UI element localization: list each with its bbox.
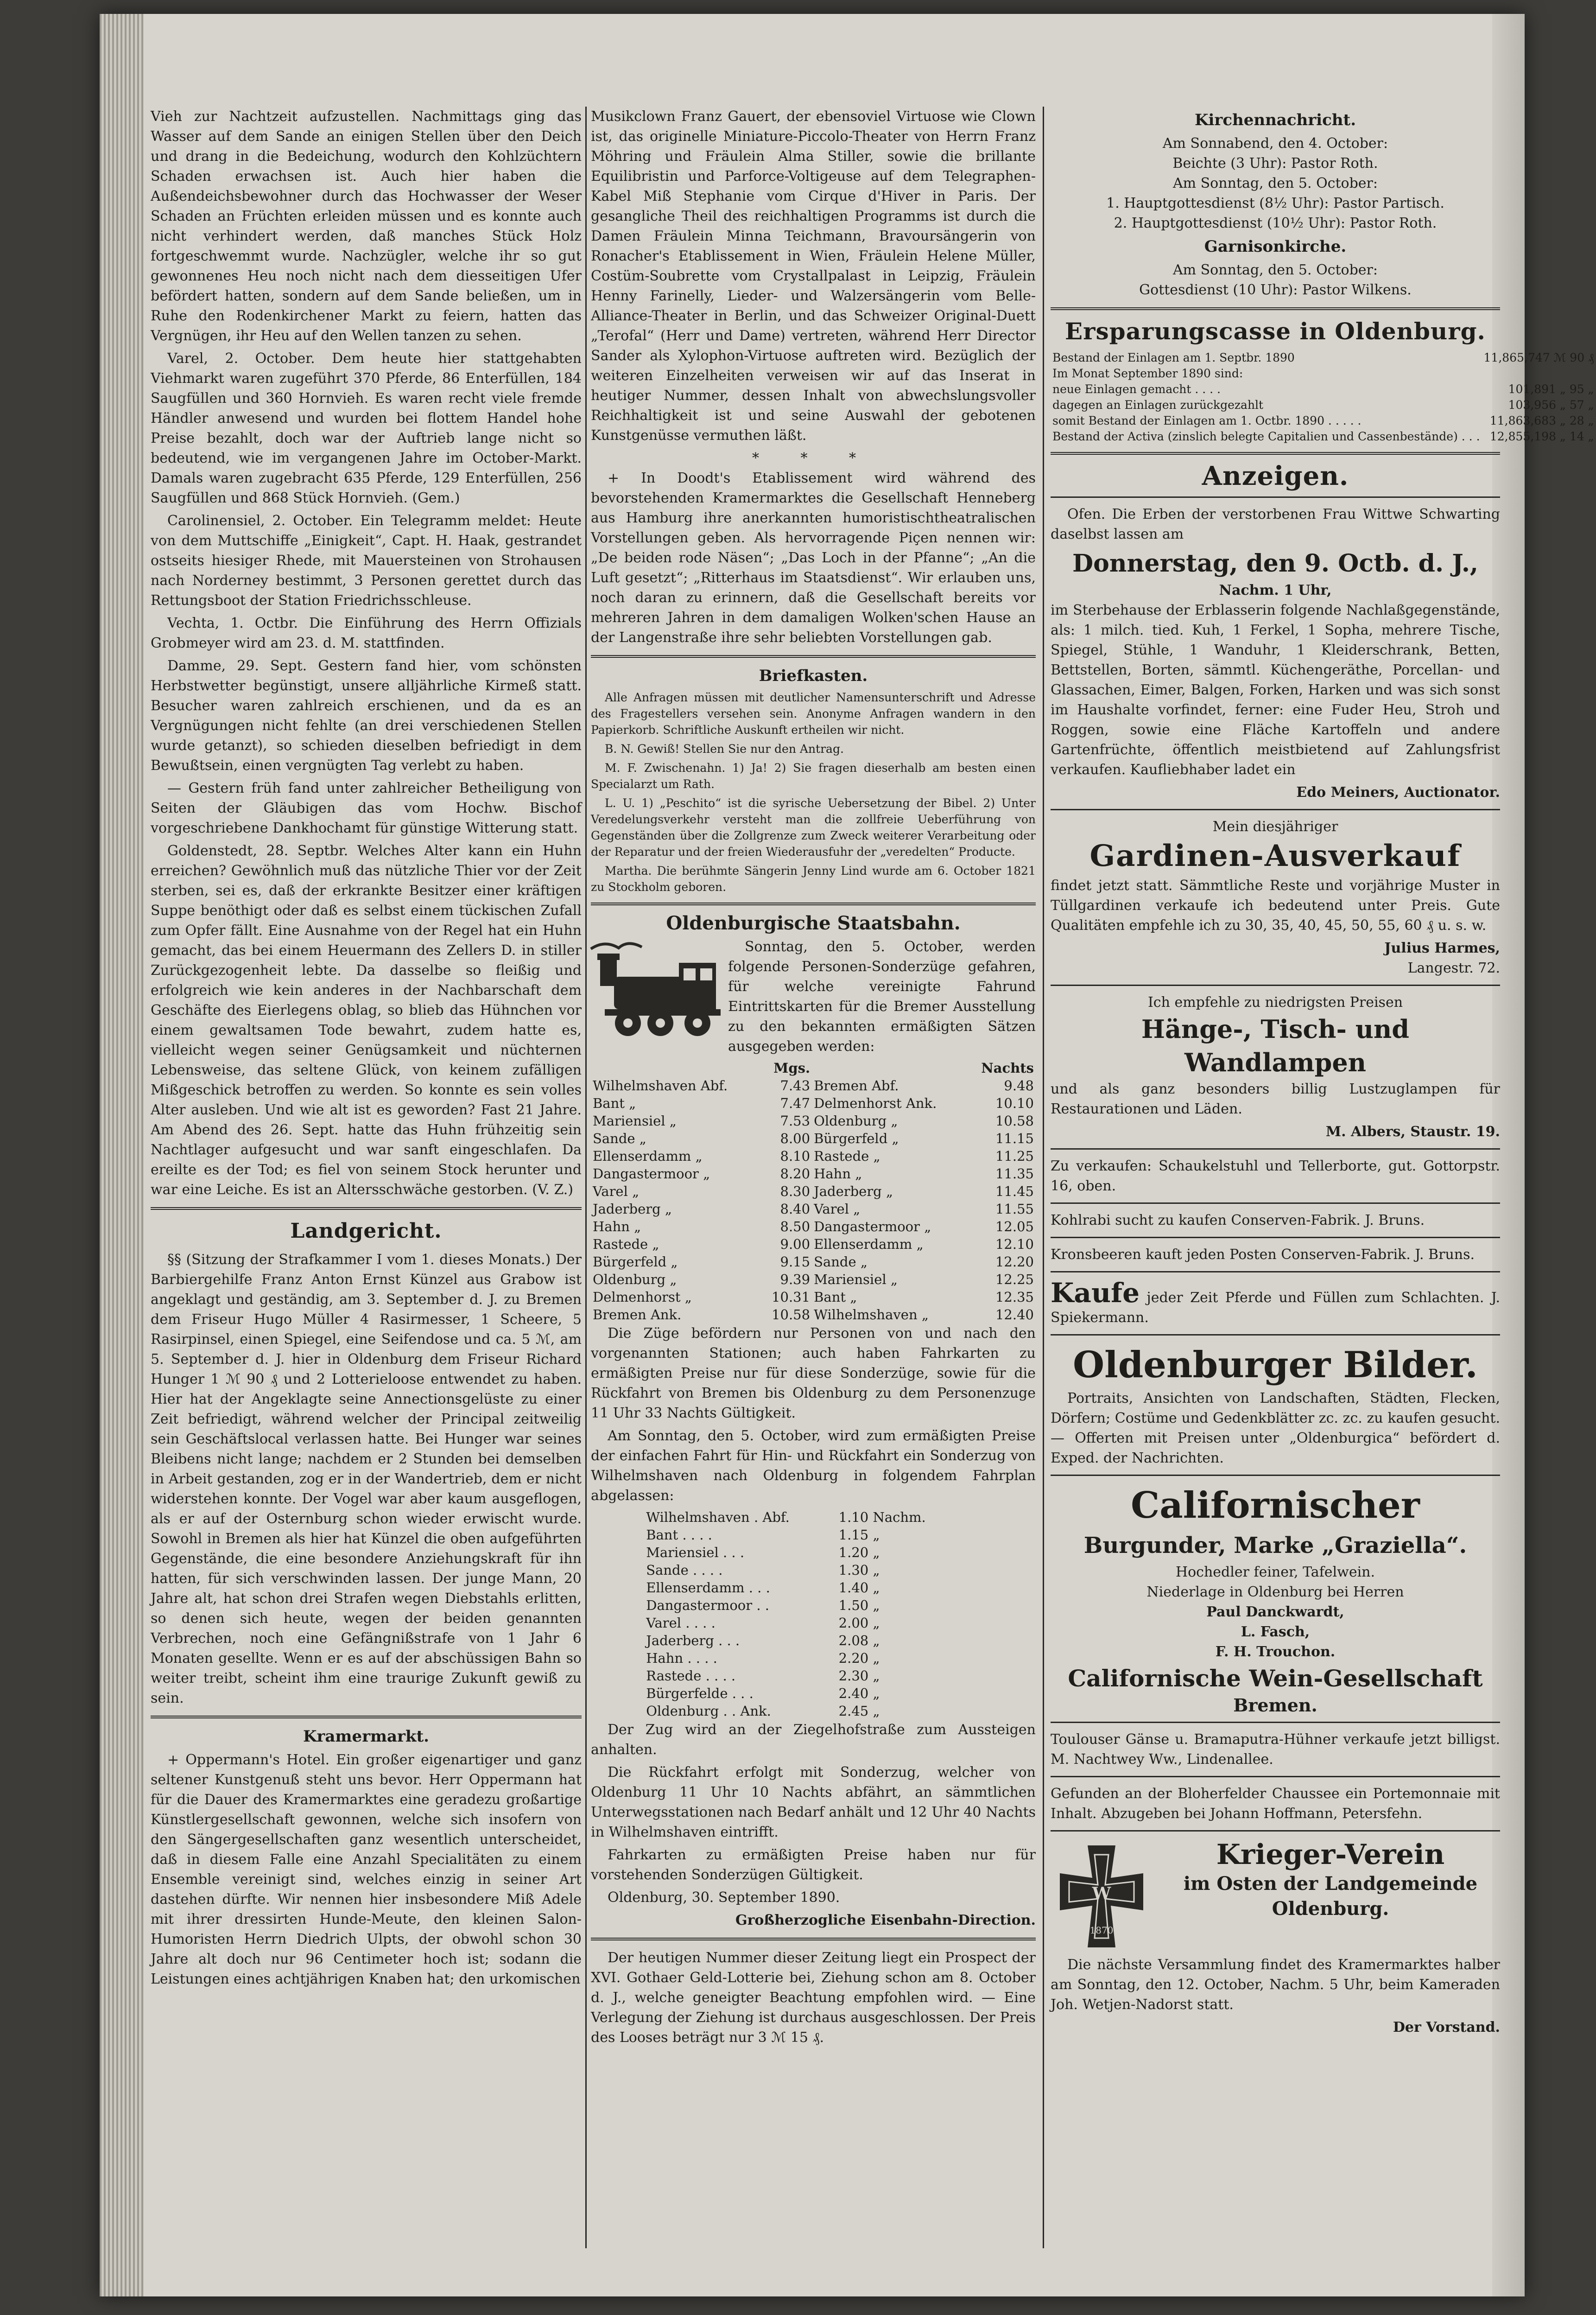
table-cell: 11.15 xyxy=(995,1131,1034,1146)
table-row xyxy=(644,1526,956,1544)
table-row xyxy=(1051,429,1596,445)
table-cell: Sande „ xyxy=(593,1131,646,1146)
column-3 xyxy=(1051,107,1594,2037)
section-divider xyxy=(1051,452,1500,455)
table-cell: 8.00 xyxy=(780,1131,811,1146)
table-cell: 8.50 xyxy=(780,1219,811,1234)
staatsbahn-sonderzug: Am Sonntag, den 5. October, wird zum ermäßigten Preise der einfachen Fahrt für Hin- und Rückfahrt ein Sonderzug von Wilhelmshaven nach Oldenburg in folgendem Fahrplan abgelassen: xyxy=(591,1428,1036,1504)
table-cell: 12,855,198 „ 14 „ xyxy=(1489,430,1594,443)
table-cell: Mariensiel „ xyxy=(593,1113,677,1129)
briefkasten-answer: L. U. 1) „Peschito“ ist die syrische Uebersetzung der Bibel. 2) Unter Veredelungsverkehr versteht man die zollfreie Ueberführung von Gegenständen über die Zollgrenze zum Zweck weiterer Verarbeitung oder der Reparatur und der freien Wiederausfuhr der „veredelten“ Producte. xyxy=(591,796,1036,859)
table-cell: Hahn „ xyxy=(814,1166,862,1182)
table-cell: 1.10 Nachm. xyxy=(838,1509,926,1525)
table-row xyxy=(1051,350,1596,366)
table-row xyxy=(1051,397,1596,413)
table-cell: 12.20 xyxy=(995,1254,1034,1270)
staatsbahn-return: Die Rückfahrt erfolgt mit Sonderzug, welcher von Oldenburg 11 Uhr 10 Nachts abfährt, an sämmtlichen Unterwegsstationen nach Bedarf anhält und 12 Uhr 40 Nachts in Wilhelmshaven eintrifft. xyxy=(591,1764,1036,1840)
heading-ersparungscasse: Ersparungscasse in Oldenburg. xyxy=(1065,318,1486,345)
table-cell: 7.43 xyxy=(780,1078,811,1094)
briefkasten-answer: B. N. Gewiß! Stellen Sie nur den Antrag. xyxy=(605,742,844,756)
ad-kohlrabi: Kohlrabi sucht zu kaufen Conserven-Fabrik. J. Bruns. xyxy=(1051,1212,1425,1228)
ad-auction-time: Nachm. 1 Uhr, xyxy=(1219,582,1332,598)
table-cell: Varel . . . . xyxy=(646,1615,716,1631)
table-cell: Wilhelmshaven Abf. xyxy=(593,1078,728,1094)
ad-divider xyxy=(1051,1334,1500,1336)
table-cell: 11.35 xyxy=(995,1166,1034,1182)
table-cell: Hahn „ xyxy=(593,1219,641,1234)
table-cell: 1.40 „ xyxy=(838,1580,880,1596)
section-divider xyxy=(1051,307,1500,310)
church-line: Am Sonnabend, den 4. October: xyxy=(1162,135,1388,152)
table-cell: 7.53 xyxy=(780,1113,811,1129)
article-carolinensiel: Carolinensiel, 2. October. Ein Telegramm meldet: Heute von dem Muttschiffe „Einigkeit“, Capt. H. Haak, gestrandet ostseits hiesiger Rhede, mit Mauersteinen von Strohausen nach Norderney bestimmt, 3 Personen gerettet durch das Rettungsboot der Station Friedrichsschleuse. xyxy=(151,513,582,609)
heading-briefkasten: Briefkasten. xyxy=(759,667,868,685)
article-kramermarkt-cont: Musikclown Franz Gauert, der ebensoviel Virtuose wie Clown ist, das originelle Miniature-Piccolo-Theater von Herrn Franz Möhring und Fräulein Alma Stiller, sowie die brillante Equilibristin und Parforce-Voltigeuse auf dem Telegraphen-Kabel Miß Stephanie vom Cirque d'Hiver in Paris. Der gesangliche Theil des reichhaltigen Programms ist durch die Damen Fräulein Minna Teichmann, Bravoursängerin von Ronacher's Etablissement in Wien, Fräulein Helene Müller, Costüm-Soubrette vom Crystallpalast in Leipzig, Fräulein Henny Farinelly, Lieder- und Walzersängerin vom Belle-Alliance-Theater in Berlin, und das Schweizer Original-Duett „Terofal“ (Herr und Dame) vertreten, während Herr Director Sander als Xylophon-Virtuose auftreten wird. Bezüglich der weiteren Einzelheiten verweisen wir auf das Inserat in heutiger Nummer, dessen Inhalt von abwechslungsvoller Reichhaltigkeit ist und seine Auswahl der gebotenen Kunstgenüsse vermuthen läßt. xyxy=(591,108,1036,444)
ad-wein-firm: Californische Wein-Gesellschaft xyxy=(1068,1665,1483,1692)
ad-auction-sign: Edo Meiners, Auctionator. xyxy=(1296,784,1500,801)
briefkasten-note: Alle Anfragen müssen mit deutlicher Namensunterschrift und Adresse des Fragestellers versehen sein. Anonyme Anfragen wandern in den Papierkorb. Schriftliche Auskunft ertheilen wir nicht. xyxy=(591,691,1036,737)
timetable-col-mgs: Mgs. xyxy=(773,1060,811,1076)
heading-kramermarkt: Kramermarkt. xyxy=(303,1727,430,1746)
table-cell: 2.45 „ xyxy=(838,1703,880,1719)
table-cell: Sande . . . . xyxy=(646,1562,723,1578)
ad-krieger-title: Krieger-Verein xyxy=(1216,1838,1445,1871)
table-cell: Rastede „ xyxy=(814,1148,880,1164)
ad-gaense: Toulouser Gänse u. Bramaputra-Hühner verkaufe jetzt billigst. M. Nachtwey Ww., Lindenallee. xyxy=(1051,1731,1500,1768)
table-cell: Bant . . . . xyxy=(646,1527,712,1543)
locomotive-icon xyxy=(591,940,721,1042)
column-rule xyxy=(1043,107,1044,2248)
staatsbahn-halt: Der Zug wird an der Ziegelhofstraße zum Aussteigen anhalten. xyxy=(591,1722,1036,1758)
table-cell: 10.31 xyxy=(772,1289,811,1305)
table-cell: Hahn . . . . xyxy=(646,1650,717,1666)
article-doodt: + In Doodt's Etablissement wird während des bevorstehenden Kramermarktes die Gesellschaft Henneberg aus Hamburg ihre anerkannten humoristischtheatralischen Vorstellungen geben. Als hervorragende Piçen nennen wir: „De beiden rode Näsen“; „Das Loch in der Pfanne“; „An die Luft gesetzt“; „Ritterhaus im Staatsdienst“. Wir erlauben uns, noch daran zu erinnern, daß die Gesellschaft bereits vor mehreren Jahren in dem damaligen Wolken'schen Hause an der Langenstraße ihre sehr beliebten Vorstellungen gab. xyxy=(591,470,1036,646)
cross-letter: W xyxy=(1092,1884,1111,1903)
table-cell: 1.30 „ xyxy=(838,1562,880,1578)
heading-anzeigen: Anzeigen. xyxy=(1202,461,1349,491)
ad-lampen-sign: M. Albers, Staustr. 19. xyxy=(1325,1124,1500,1140)
table-cell: 12.40 xyxy=(995,1307,1034,1323)
ad-wein-dealer: L. Fasch, xyxy=(1241,1624,1310,1640)
table-row xyxy=(591,1218,1036,1235)
section-divider xyxy=(591,1938,1036,1940)
ad-wein-dealer: Paul Danckwardt, xyxy=(1206,1604,1344,1620)
table-row xyxy=(591,1235,1036,1253)
section-divider xyxy=(591,655,1036,658)
church-line: Beichte (3 Uhr): Pastor Roth. xyxy=(1172,155,1378,172)
table-cell: 12.10 xyxy=(995,1236,1034,1252)
timetable-sonderzuege xyxy=(591,1059,1036,1323)
table-cell: Bremen Abf. xyxy=(814,1078,899,1094)
table-cell: 11,863,683 „ 28 „ xyxy=(1489,414,1594,427)
table-row xyxy=(591,1165,1036,1183)
ad-gardinen-address: Langestr. 72. xyxy=(1407,960,1500,976)
table-row xyxy=(591,1253,1036,1271)
ad-wein-city: Bremen. xyxy=(1233,1695,1317,1716)
table-cell: Jaderberg „ xyxy=(593,1201,672,1217)
cross-year: 1870 xyxy=(1089,1925,1114,1936)
table-row xyxy=(1051,413,1596,429)
table-cell: 2.20 „ xyxy=(838,1650,880,1666)
table-cell: Mariensiel . . . xyxy=(646,1545,745,1560)
ad-kaufe-body: jeder Zeit Pferde und Füllen zum Schlachten. J. Spiekermann. xyxy=(1051,1290,1500,1326)
table-cell: 9.15 xyxy=(780,1254,811,1270)
table-cell: 11.55 xyxy=(995,1201,1034,1217)
binding-gutter xyxy=(100,14,144,2296)
table-row xyxy=(644,1685,956,1702)
ad-wein-title: Californischer xyxy=(1131,1484,1420,1526)
ersparungscasse-ledger xyxy=(1051,350,1596,445)
table-row xyxy=(1051,382,1596,397)
briefkasten-answer: Martha. Die berühmte Sängerin Jenny Lind wurde am 6. October 1821 zu Stockholm geboren. xyxy=(591,864,1036,894)
timetable-col-nachts: Nachts xyxy=(981,1060,1034,1076)
staatsbahn-signature: Großherzogliche Eisenbahn-Direction. xyxy=(735,1912,1036,1928)
table-cell: 9.39 xyxy=(780,1272,811,1287)
ad-wein-dealer: F. H. Trouchon. xyxy=(1215,1644,1336,1660)
article-goldenstedt: Goldenstedt, 28. Septbr. Welches Alter kann ein Huhn erreichen? Gewöhnlich muß das nützliche Thier vor der Zeit sterben, sei es, daß der erkrankte Besitzer einer kräftigen Suppe benöthigt oder daß es selbst einem tückischen Zufall zum Opfer fällt. Eine Ausnahme von der Regel hat ein Huhn gemacht, das bei einem Heuermann des Zellers D. in stiller Zurückgezogenheit lebte. Da dasselbe so fleißig und erfolgreich wie kein anderes in der Nachbarschaft dem Geschäfte des Eierlegens oblag, so blieb das Hühnchen vor einem gewaltsamen Tode bewahrt, zudem hatte es, vielleicht wegen seiner Genügsamkeit und nüchternen Lebensweise, das seltene Glück, von keinem zufälligen Mißgeschick betroffen zu werden. So konnte es sein volles Alter ausleben. Und wie alt ist es geworden? Fast 21 Jahre. Am Abend des 26. Sept. hatte das Huhn frühzeitig sein Nachtlager aufgesucht und war sanft eingeschlafen. Da ereilte es der Tod; es fiel von seinem Stock herunter und war eine Leiche. Es ist an Altersschwäche gestorben. (V. Z.) xyxy=(151,843,582,1198)
article-damme: Damme, 29. Sept. Gestern fand hier, vom schönsten Herbstwetter begünstigt, unsere alljährliche Kirmeß statt. Besucher waren zahlreich erschienen, und da es an Vergnügungen nicht fehlte (an drei verschiedenen Stellen wurde getanzt), so schieden dieselben befriedigt in dem Bewußtsein, einen vergnügten Tag verlebt zu haben. xyxy=(151,658,582,774)
heading-landgericht: Landgericht. xyxy=(290,1219,442,1243)
table-cell: Bestand der Activa (zinslich belegte Capitalien und Cassenbestände) . . . xyxy=(1052,430,1480,443)
table-row xyxy=(644,1596,956,1614)
table-cell: Delmenhorst „ xyxy=(593,1289,692,1305)
ad-lampen-lead: Ich empfehle zu niedrigsten Preisen xyxy=(1147,994,1403,1011)
table-cell: Oldenburg „ xyxy=(814,1113,898,1129)
ad-kaufe-title: Kaufe xyxy=(1051,1277,1140,1309)
article-landgericht: §§ (Sitzung der Strafkammer I vom 1. dieses Monats.) Der Barbiergehilfe Franz Anton Ernst Künzel aus Grabow ist angeklagt und geständig, am 3. September d. J. zu Bremen dem Friseur Hugo Müller 4 Rasirmesser, 1 Scheere, 5 Rasirpinsel, einen Spiegel, eine Seifendose und ca. 5 ℳ, am 5. September d. J. hier in Oldenburg dem Friseur Richard Hunger 1 ℳ 90 ₰ und 2 Lotterieloose entwendet zu haben. Hier hat der Angeklagte seine Annectionsgelüste zu einer Zeit befriedigt, während welcher der Principal zeitweilig sein Geschäftslocal verlassen hatte. Bei Hunger war seines Bleibens nicht lange; nachdem er 2 Stunden bei demselben in Arbeit gestanden, zog er in der Wandertrieb, dem er nicht widerstehen konnte. Der Vogel war aber kaum ausgeflogen, als er auf der Osternburg schon wieder erwischt wurde. Sowohl in Bremen als hier hat Künzel die oben aufgeführten Gegenstände, die eine besondere Anziehungskraft für ihn hatten, für sich verschwinden lassen. Der junge Mann, 20 Jahre alt, hat schon drei Strafen wegen Diebstahls erlitten, so denen sich heute, wegen der beiden genannten Verbrechen, noch eine Gefängnißstrafe von 1 Jahr 6 Monaten gesellte. Wenn er es auf der abschüssigen Bahn so weiter treibt, scheint ihm eine traurige Zukunft gewiß zu sein. xyxy=(151,1252,582,1706)
table-cell: 10.10 xyxy=(995,1095,1034,1111)
table-cell: 11.25 xyxy=(995,1148,1034,1164)
table-row xyxy=(591,1306,1036,1323)
ad-bilder-title: Oldenburger Bilder. xyxy=(1073,1344,1478,1386)
article-text: Vieh zur Nachtzeit aufzustellen. Nachmittags ging das Wasser auf dem Sande an einigen Stellen über den Deich und drang in die Bedeichung, wodurch den Kohlzüchtern Schaden erwachsen ist. Auch hier haben die Außendeichsbewohner durch das Hochwasser der Weser Schaden an Früchten erleiden müssen und es konnte auch nicht verhindert werden, daß manches Stück Holz fortgeschwemmt wurde. Nachzügler, welche ihr so gut gewonnenes Heu noch nicht nach dem diesseitigen Ufer befördert hatten, sondern auf dem Sande beließen, um in Ruhe den Rodenkirchener Markt zu feiern, hatten das Vergnügen, ihr Heu auf den Wellen tanzen zu sehen. xyxy=(151,108,582,344)
article-damme-2: — Gestern früh fand unter zahlreicher Betheiligung von Seiten der Gläubigen das vom Hochw. Bischof vorgeschriebene Dankhochamt für günstige Witterung statt. xyxy=(151,780,582,836)
table-cell: Bestand der Einlagen am 1. Septbr. 1890 xyxy=(1052,351,1295,364)
table-cell: Sande „ xyxy=(814,1254,868,1270)
column-2 xyxy=(591,107,1036,2050)
table-cell: Mariensiel „ xyxy=(814,1272,898,1287)
table-cell: Im Monat September 1890 sind: xyxy=(1052,367,1243,380)
table-cell: 8.30 xyxy=(780,1183,811,1199)
table-cell: 11,865,747 ℳ 90 ₰ xyxy=(1483,351,1594,364)
table-row xyxy=(644,1667,956,1685)
ad-divider xyxy=(1051,1475,1500,1476)
iron-cross-icon xyxy=(1051,1841,1153,1952)
ad-lampen-body: und als ganz besonders billig Lustzuglampen für Restaurationen und Läden. xyxy=(1051,1081,1500,1117)
table-row xyxy=(644,1579,956,1596)
table-row xyxy=(644,1614,956,1632)
table-row xyxy=(1051,366,1596,382)
ad-krieger-body: Die nächste Versammlung findet des Kramermarktes halber am Sonntag, den 12. October, Nachm. 5 Uhr, beim Kameraden Joh. Wetjen-Nadorst statt. xyxy=(1051,1957,1500,2013)
table-row xyxy=(644,1544,956,1561)
table-cell: Varel „ xyxy=(814,1201,861,1217)
ad-bilder-body: Portraits, Ansichten von Landschaften, Städten, Flecken, Dörfern; Costüme und Gedenkblätter zc. zc. zu kaufen gesucht. — Offerten mit Preisen unter „Oldenburgica“ befördert d. Exped. der Nachrichten. xyxy=(1051,1390,1500,1466)
table-cell: 101,891 „ 95 „ xyxy=(1508,382,1594,396)
table-cell: Bürgerfeld „ xyxy=(814,1131,899,1146)
table-cell: Wilhelmshaven . Abf. xyxy=(646,1509,790,1525)
ad-gefunden: Gefunden an der Bloherfelder Chaussee ein Portemonnaie mit Inhalt. Abzugeben bei Johann Hoffmann, Petersfehn. xyxy=(1051,1786,1500,1822)
ad-divider xyxy=(1051,1830,1500,1832)
church-line: 1. Hauptgottesdienst (8½ Uhr): Pastor Partisch. xyxy=(1106,195,1444,211)
column-1 xyxy=(151,107,582,1992)
ad-krieger-subtitle: im Osten der Landgemeinde Oldenburg. xyxy=(1183,1873,1478,1920)
column-rule xyxy=(585,107,587,2248)
table-cell: 10.58 xyxy=(995,1113,1034,1129)
ad-divider xyxy=(1051,1237,1500,1238)
heading-kirchennachricht: Kirchennachricht. xyxy=(1194,111,1356,129)
ad-auction-body: im Sterbehause der Erblasserin folgende Nachlaßgegenstände, als: 1 milch. tied. Kuh, 1 Ferkel, 1 Sopha, mehrere Tische, Spiegel, Stühle, 1 Wanduhr, 1 Kleiderschrank, Betten, Bettstellen, Borten, sämmtl. Küchengeräthe, Porcellan- und Glassachen, Eimer, Balgen, Forken, Harken und was sich sonst im Haushalte vorfindet, ferner: eine Fuder Heu, Stroh und Roggen, sowie eine Fläche Kartoffeln und andere Gartenfrüchte, öffentlich meistbietend auf Zahlungsfrist verkaufen. Kaufliebhaber ladet ein xyxy=(1051,602,1500,778)
table-cell: Bürgerfelde . . . xyxy=(646,1685,754,1701)
ad-wein-subtitle: Burgunder, Marke „Graziella“. xyxy=(1083,1533,1467,1558)
table-cell: somit Bestand der Einlagen am 1. Octbr. 1890 . . . . . xyxy=(1052,414,1362,427)
staatsbahn-date: Oldenburg, 30. September 1890. xyxy=(608,1889,840,1906)
ad-divider xyxy=(1051,1202,1500,1204)
heading-garnisonkirche: Garnisonkirche. xyxy=(1204,237,1347,256)
table-cell: 7.47 xyxy=(780,1095,811,1111)
table-cell: 12.35 xyxy=(995,1289,1034,1305)
table-cell: Ellenserdamm . . . xyxy=(646,1580,770,1596)
table-cell: Dangastermoor „ xyxy=(593,1166,710,1182)
table-cell: 9.00 xyxy=(780,1236,811,1252)
table-cell: 8.20 xyxy=(780,1166,811,1182)
table-cell: Bürgerfeld „ xyxy=(593,1254,678,1270)
church-line: Am Sonntag, den 5. October: xyxy=(1172,175,1378,191)
table-cell: neue Einlagen gemacht . . . . xyxy=(1052,382,1221,396)
article-vechta: Vechta, 1. Octbr. Die Einführung des Herrn Offizials Grobmeyer wird am 23. d. M. stattfinden. xyxy=(151,615,582,651)
table-cell: Jaderberg „ xyxy=(814,1183,893,1199)
separator-stars: * * * xyxy=(752,450,875,466)
ad-divider xyxy=(1051,809,1500,810)
table-cell: 1.20 „ xyxy=(838,1545,880,1560)
table-row xyxy=(591,1288,1036,1306)
lotterie-notice: Der heutigen Nummer dieser Zeitung liegt ein Prospect der XVI. Gothaer Geld-Lotterie bei, Ziehung schon am 8. October d. J., welche geneigter Beachtung empfohlen wird. — Eine Verlegung der Ziehung ist durchaus ausgeschlossen. Der Preis des Looses beträgt nur 3 ℳ 15 ₰. xyxy=(591,1950,1036,2046)
ad-krieger-sign: Der Vorstand. xyxy=(1393,2019,1500,2035)
table-row xyxy=(591,1200,1036,1218)
article-varel: Varel, 2. October. Dem heute hier stattgehabten Viehmarkt waren zugeführt 370 Pferde, 86 Enterfüllen, 184 Saugfüllen und 360 Hornvieh. Es waren recht viele fremde Händler anwesend und wurden bei flottem Handel hohe Preise bezahlt, doch war der Auftrieb lange nicht so bedeutend, wie im vergangenen Jahre im October-Markt. Damals waren zugebracht 635 Pferde, 129 Enterfüllen, 256 Saugfüllen und 868 Stück Hornvieh. (Gem.) xyxy=(151,350,582,506)
table-cell: Delmenhorst Ank. xyxy=(814,1095,937,1111)
section-divider xyxy=(151,1716,582,1718)
staatsbahn-intro: Sonntag, den 5. October, werden folgende Personen-Sonderzüge gefahren, für welche vereinigte Fahrund Eintrittskarten für die Bremer Ausstellung zu den bekannten ermäßigten Sätzen ausgegeben werden: xyxy=(728,939,1036,1055)
table-cell: 8.40 xyxy=(780,1201,811,1217)
ad-wein-quality: Hochedler feiner, Tafelwein. xyxy=(1175,1564,1375,1580)
ad-zu-verkaufen: Zu verkaufen: Schaukelstuhl und Tellerborte, gut. Gottorpstr. 16, oben. xyxy=(1051,1158,1500,1194)
table-row xyxy=(591,1183,1036,1200)
table-row xyxy=(644,1632,956,1649)
table-row xyxy=(591,1130,1036,1147)
ad-lampen-title: Hänge-, Tisch- und Wandlampen xyxy=(1141,1014,1410,1077)
table-cell: Wilhelmshaven „ xyxy=(814,1307,929,1323)
newspaper-page xyxy=(100,14,1594,2296)
timetable-wilhelmshaven xyxy=(644,1508,956,1720)
table-cell: 2.00 „ xyxy=(838,1615,880,1631)
table-cell: 103,956 „ 57 „ xyxy=(1508,398,1594,412)
table-row xyxy=(591,1147,1036,1165)
church-line: 2. Hauptgottesdienst (10½ Uhr): Pastor Roth. xyxy=(1114,215,1437,231)
table-row xyxy=(644,1702,956,1720)
section-divider xyxy=(591,903,1036,905)
table-cell: Dangastermoor . . xyxy=(646,1597,769,1613)
ad-auction-date: Donnerstag, den 9. Octb. d. J., xyxy=(1072,549,1479,578)
table-cell: Bant „ xyxy=(814,1289,857,1305)
table-cell: 2.40 „ xyxy=(838,1685,880,1701)
table-cell: Ellenserdamm „ xyxy=(593,1148,703,1164)
table-cell xyxy=(1482,366,1596,382)
ad-wein-niederlage: Niederlage in Oldenburg bei Herren xyxy=(1146,1584,1404,1600)
ad-divider xyxy=(1051,1148,1500,1150)
table-cell: Rastede „ xyxy=(593,1236,659,1252)
ad-divider xyxy=(1051,1722,1500,1723)
table-cell: Oldenburg „ xyxy=(593,1272,677,1287)
table-cell: Varel „ xyxy=(593,1183,640,1199)
ad-gardinen-sign: Julius Harmes, xyxy=(1384,940,1500,956)
table-row xyxy=(644,1649,956,1667)
table-cell: Dangastermoor „ xyxy=(814,1219,931,1234)
table-cell: Bant „ xyxy=(593,1095,636,1111)
table-cell: 8.10 xyxy=(780,1148,811,1164)
ad-divider xyxy=(1051,496,1500,498)
staatsbahn-tickets: Fahrkarten zu ermäßigten Preise haben nur für vorstehenden Sonderzügen Gültigkeit. xyxy=(591,1847,1036,1883)
table-cell: Oldenburg . . Ank. xyxy=(646,1703,771,1719)
church-line: Am Sonntag, den 5. October: xyxy=(1172,262,1378,278)
ad-gardinen-title: Gardinen-Ausverkauf xyxy=(1089,839,1461,873)
table-cell: 11.45 xyxy=(995,1183,1034,1199)
table-cell: 2.08 „ xyxy=(838,1633,880,1648)
table-cell: 1.15 „ xyxy=(838,1527,880,1543)
heading-staatsbahn: Oldenburgische Staatsbahn. xyxy=(666,912,961,934)
ad-gardinen-lead: Mein diesjähriger xyxy=(1212,819,1338,835)
staatsbahn-conditions: Die Züge befördern nur Personen von und nach den vorgenannten Stationen; auch haben Fahrkarten zu ermäßigten Preise nur für diese Sonderzüge, sowie für die Rückfahrt von Bremen bis Oldenburg zu dem Personenzuge 11 Uhr 33 Nachts Gültigkeit. xyxy=(591,1325,1036,1421)
ad-divider xyxy=(1051,985,1500,986)
ad-gardinen-body: findet jetzt statt. Sämmtliche Reste und vorjährige Muster in Tüllgardinen verkaufe ich bedeutend unter Preis. Gute Qualitäten empfehle ich zu 30, 35, 40, 45, 50, 55, 60 ₰ u. s. w. xyxy=(1051,878,1500,934)
table-row xyxy=(591,1094,1036,1112)
ad-auction-lead: Ofen. Die Erben der verstorbenen Frau Wittwe Schwarting daselbst lassen am xyxy=(1051,506,1500,542)
table-cell: Jaderberg . . . xyxy=(646,1633,740,1648)
table-cell: Ellenserdamm „ xyxy=(814,1236,924,1252)
ad-divider xyxy=(1051,1776,1500,1777)
table-row xyxy=(591,1112,1036,1130)
church-line: Gottesdienst (10 Uhr): Pastor Wilkens. xyxy=(1139,282,1412,298)
table-row xyxy=(591,1077,1036,1094)
briefkasten-answer: M. F. Zwischenahn. 1) Ja! 2) Sie fragen dieserhalb am besten einen Specialarzt um Rath. xyxy=(591,761,1036,791)
table-cell: Rastede . . . . xyxy=(646,1668,736,1684)
table-cell: 1.50 „ xyxy=(838,1597,880,1613)
table-cell: dagegen an Einlagen zurückgezahlt xyxy=(1052,398,1264,412)
table-row xyxy=(644,1508,956,1526)
table-cell: Bremen Ank. xyxy=(593,1307,682,1323)
table-cell: 9.48 xyxy=(1004,1078,1034,1094)
section-divider xyxy=(151,1207,582,1210)
table-cell: 12.25 xyxy=(995,1272,1034,1287)
table-cell: 10.58 xyxy=(772,1307,811,1323)
table-cell: 2.30 „ xyxy=(838,1668,880,1684)
table-row xyxy=(644,1561,956,1579)
table-row xyxy=(591,1271,1036,1288)
ad-kronsbeeren: Kronsbeeren kauft jeden Posten Conserven-Fabrik. J. Bruns. xyxy=(1051,1247,1475,1263)
table-cell: 12.05 xyxy=(995,1219,1034,1234)
ad-divider xyxy=(1051,1271,1500,1272)
article-oppermann: + Oppermann's Hotel. Ein großer eigenartiger und ganz seltener Kunstgenuß steht uns bevor. Herr Oppermann hat für die Dauer des Kramermarktes eine geradezu großartige Künstlergesellschaft gewonnen, welche sich insofern von den Sängergesellschaften ganz wesentlich unterscheidet, daß in diesem Falle eine Anzahl Specialitäten zu einem Ensemble vereinigt sind, welches einzig in seiner Art dastehen dürfte. Wir nennen hier insbesondere Miß Adele mit ihrer dressirten Hunde-Meute, den kleinen Salon-Humoristen Herrn Diedrich Ulpts, der obwohl schon 30 Jahre alt doch nur 96 Centimeter hoch ist; sodann die Leistungen eines achtjährigen Knaben hat; den urkomischen xyxy=(151,1752,582,1987)
